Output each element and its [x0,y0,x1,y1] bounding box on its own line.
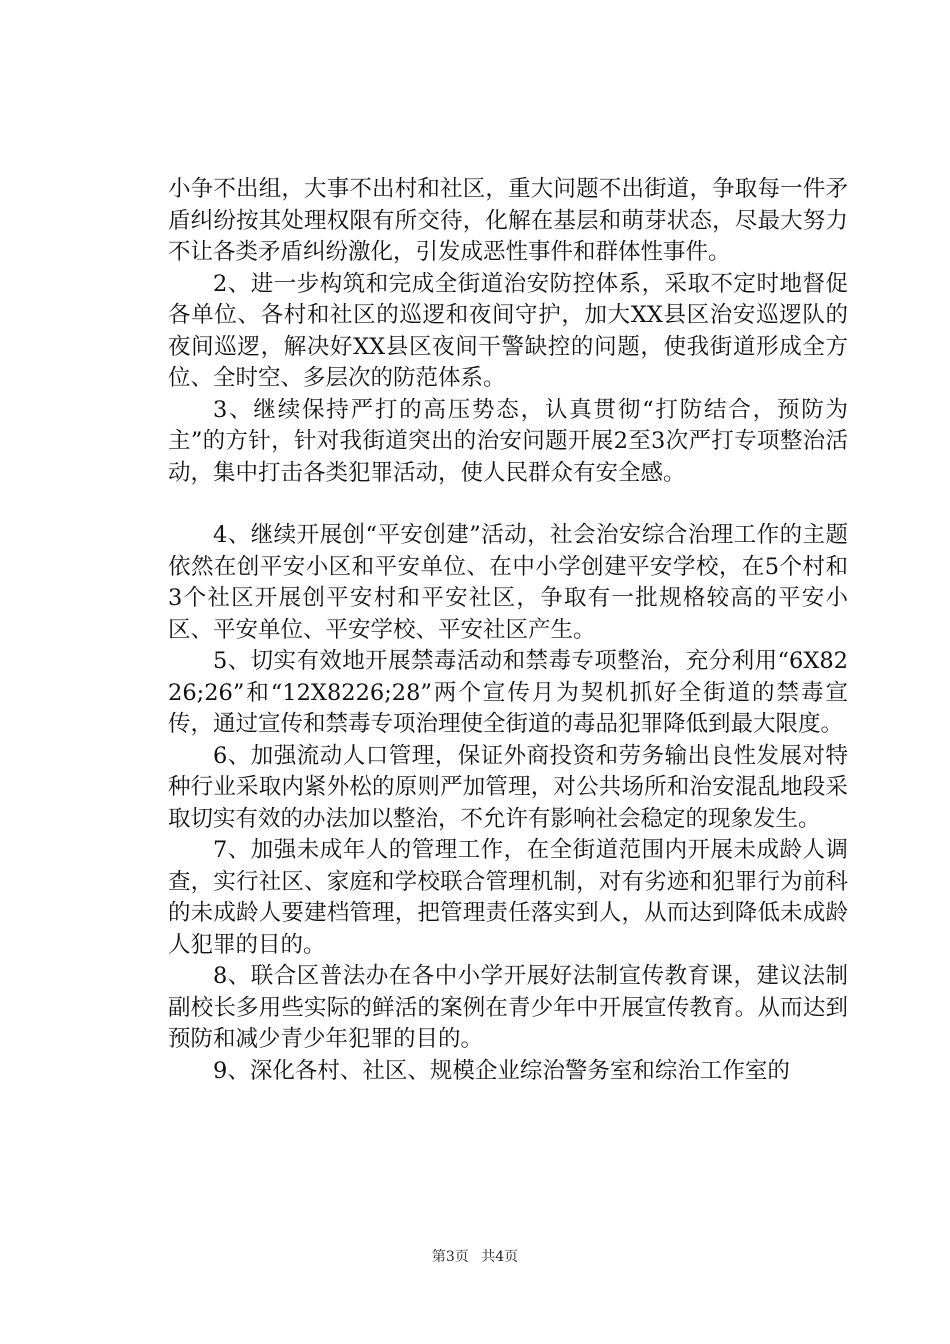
page-number-current: 第3页 [431,1249,469,1265]
paragraph-item-3: 3、继续保持严打的高压势态，认真贯彻“打防结合，预防为主”的方针，针对我街道突出的治安问题开展2至3次严打专项整治活动，集中打击各类犯罪活动，使人民群众有安全感。 [168,396,848,486]
paragraph-item-6: 6、加强流动人口管理，保证外商投资和劳务输出良性发展对特种行业采取内紧外松的原则严加管理，对公共场所和治安混乱地段采取切实有效的办法加以整治，不允许有影响社会稳定的现象发生。 [168,742,848,832]
paragraph-item-9: 9、深化各村、社区、规模企业综治警务室和综治工作室的 [213,1057,790,1084]
paragraph-item-5: 5、切实有效地开展禁毒活动和禁毒专项整治，充分利用“6X8226;26”和“12X8226;28”两个宣传月为契机抓好全街道的禁毒宣传，通过宣传和禁毒专项治理使全街道的毒品犯罪降低到最大限度。 [168,648,848,737]
paragraph-item-8: 8、联合区普法办在各中小学开展好法制宣传教育课，建议法制副校长多用些实际的鲜活的案例在青少年中开展宣传教育。从而达到预防和减少青少年犯罪的目的。 [168,963,848,1052]
document-body [168,174,848,1087]
paragraph-continued: 小争不出组，大事不出村和社区，重大问题不出街道，争取每一件矛盾纠纷按其处理权限有所交待，化解在基层和萌芽状态，尽最大努力不让各类矛盾纠纷激化，引发成恶性事件和群体性事件。 [168,176,848,265]
paragraph-item-4: 4、继续开展创“平安创建”活动，社会治安综合治理工作的主题依然在创平安小区和平安单位、在中小学创建平安学校，在5个村和3个社区开展创平安村和平安社区，争取有一批规格较高的平安小区、平安单位、平安学校、平安社区产生。 [168,522,848,643]
page-number-total: 共4页 [481,1249,519,1265]
paragraph-item-7: 7、加强未成年人的管理工作，在全街道范围内开展未成龄人调查，实行社区、家庭和学校联合管理机制，对有劣迹和犯罪行为前科的未成龄人要建档管理，把管理责任落实到人，从而达到降低未成龄人犯罪的目的。 [168,837,848,958]
page-footer [0,1248,950,1266]
paragraph-item-2: 2、进一步构筑和完成全街道治安防控体系，采取不定时地督促各单位、各村和社区的巡逻和夜间守护，加大XX县区治安巡逻队的夜间巡逻，解决好XX县区夜间干警缺控的问题，使我街道形成全方位、全时空、多层次的防范体系。 [168,270,848,391]
